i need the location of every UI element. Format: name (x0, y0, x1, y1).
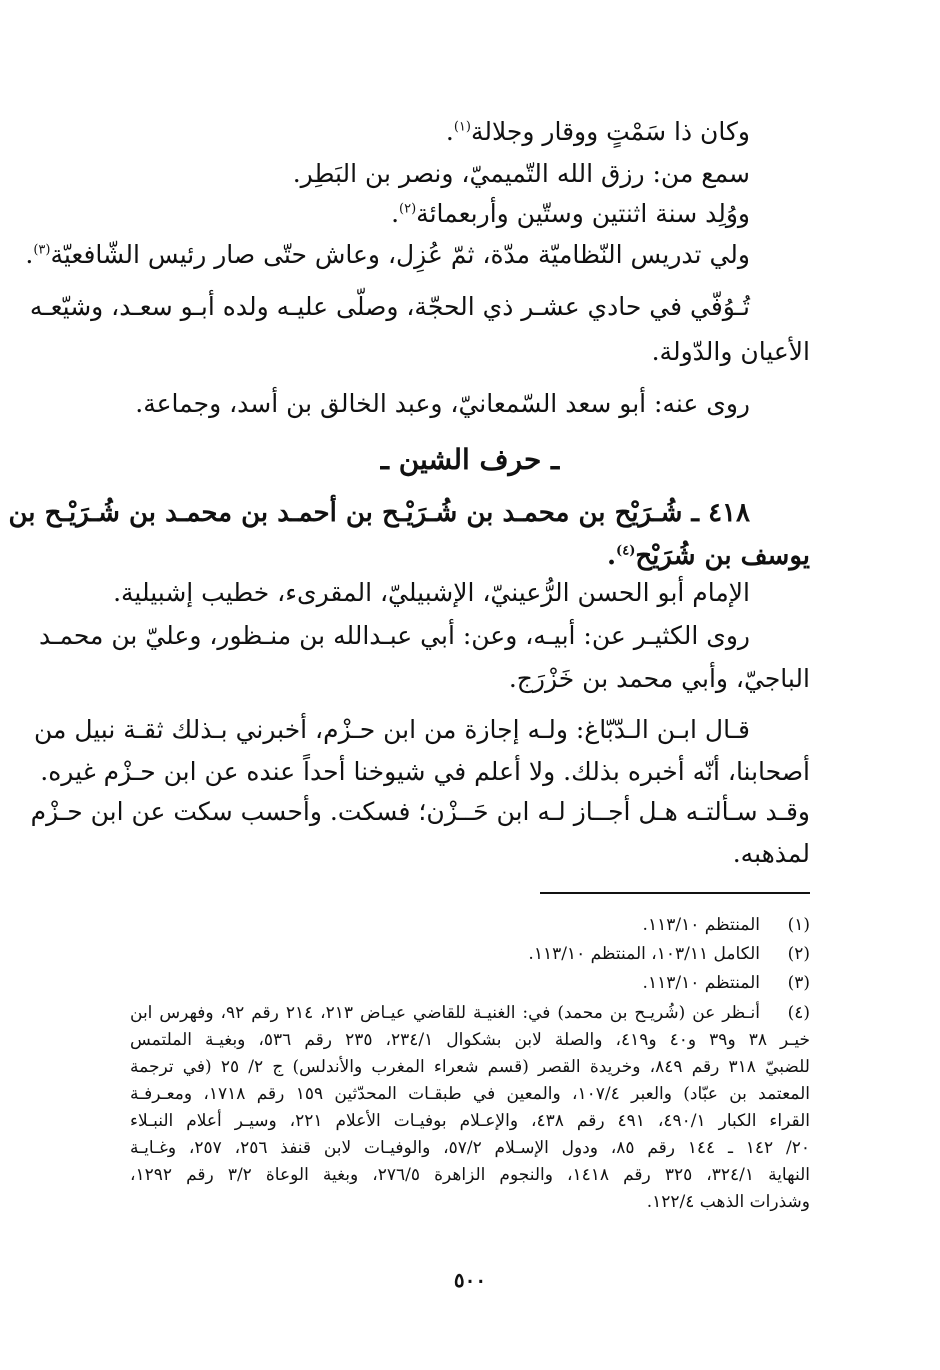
footnote-mark-1[interactable]: (١) (453, 119, 471, 135)
footnote-text-line: النهاية ٣٢٤/١، ٣٢٥ رقم ١٤١٨، والنجوم الزاهرة ٢٧٦/٥، وبغية الوعاة ٣/٢ رقم ١٢٩٢، (130, 1165, 810, 1185)
text-line-2: سمع من: رزق الله التّميميّ، ونصر بن البَطِر. (292, 159, 750, 188)
text-line-16: لمذهبه. (732, 839, 810, 868)
entry-title-line-2: يوسف بن شُرَيْح$^{(٤)}$. (606, 541, 810, 571)
page-number: ٥٠٠ (453, 1268, 487, 1292)
footnote-number: (٢) (787, 944, 810, 964)
footnote-text-line: ٢٠/ ١٤٢ ـ ١٤٤ رقم ٨٥، ودول الإسـلام ٥٧/٢، والوفيـات لابن قنفذ ٢٥٦، ٢٥٧، وغـايـة (130, 1138, 810, 1158)
footnote-number: (٣) (787, 973, 810, 993)
text-line-5: تُـوُفّي في حادي عشـر ذي الحجّة، وصلّى عليـه ولده أبـو سعـد، وشيّعـه (29, 292, 750, 321)
footnote-text: الكامل ١٠٣/١١، المنتظم ١١٣/١٠. (528, 944, 760, 964)
text-line-15: وقـد سـألتـه هـل أجــاز لـه ابن حَــزْن؛ فسكت. وأحسب سكت عن ابن حـزْم (30, 797, 810, 826)
text-line-7: روى عنه: أبو سعد السّمعانيّ، وعبد الخالق بن أسد، وجماعة. (135, 389, 750, 418)
text-line-6: الأعيان والدّولة. (651, 337, 810, 366)
footnote-text-line: القراء الكبار ٤٩٠/١، ٤٩١ رقم ٤٣٨، والإعـلام بوفيـات الأعلام ٢٢١، وسيـر أعلام النبـلاء (130, 1111, 811, 1131)
footnote-4 (130, 1000, 810, 1240)
footnote-mark-4[interactable]: (٤) (616, 543, 636, 559)
text-line-11: روى الكثيـر عن: أبيـه، وعن: أبي عبـدالله بن منـظور، وعليّ بن محمـد (39, 621, 750, 650)
text-line-10: الإمام أبو الحسن الرُّعينيّ، الإشبيليّ، المقرىء، خطيب إشبيلية. (113, 578, 750, 607)
footnote-text-line: المعتمد بن عبّاد) والعبر ١٠٧/٤، والمعين في طبقـات المحدّثين ١٥٩ رقم ١٧١٨، ومعـرفـة (130, 1084, 810, 1104)
footnote-text: المنتظم ١١٣/١٠. (642, 973, 760, 993)
text-line-14: أصحابنا، أنّه أخبره بذلك. ولا أعلم في شيوخنا أحداً عنده عن ابن حـزْم غيره. (40, 757, 810, 786)
footnote-text: المنتظم ١١٣/١٠. (642, 915, 760, 935)
footnote-text-line: وشذرات الذهب ١٢٢/٤. (646, 1192, 810, 1212)
footnote-number: (٤) (787, 1003, 810, 1023)
entry-title-line-1: ٤١٨ ـ شُـرَيْح بن محمـد بن شُـرَيْـح بن أحمـد بن محمـد بن شُـرَيْـح بن (8, 498, 750, 528)
footnote-mark-2[interactable]: (٢) (399, 201, 417, 217)
text-line-1: وكان ذا سَمْتٍ ووقار وجلالة$^{(١)}$. (445, 117, 750, 146)
text-line-12: الباجيّ، وأبي محمد بن خَزْرَج. (508, 664, 810, 693)
text-line-4: ولي تدريس النّظاميّة مدّة، ثمّ عُزِل، وعاش حتّى صار رئيس الشّافعيّة$^{(٣)}$. (25, 240, 750, 269)
footnote-divider (540, 892, 810, 894)
footnote-text-line: أنـظر عن (شُريـح بن محمد) في: الغنيـة للقاضي عيـاض ٢١٣، ٢١٤ رقم ٩٢، وفهرس ابن (130, 1003, 760, 1023)
footnote-text-line: للضبيّ ٣١٨ رقم ٨٤٩، وخريدة القصر (قسم شعراء المغرب والأندلس) ج ٢/ ٢٥ (في ترجمة (130, 1057, 810, 1077)
section-heading: ـ حرف الشين ـ (380, 443, 560, 476)
text-line-13: قـال ابـن الـدّبّاغ: ولـه إجازة من ابن حـزْم، أخبرني بـذلك ثقـة نبيل من (33, 715, 750, 744)
footnote-mark-3[interactable]: (٣) (33, 242, 51, 258)
text-line-3: ووُلِد سنة اثنتين وستّين وأربعمائة$^{(٢)}$. (391, 199, 750, 228)
footnote-text-line: خيـر ٣٨ و٣٩ و٤٠ و٤١٩، والصلة لابن بشكوال ٢٣٤/١، ٢٣٥ رقم ٥٣٦، وبغيـة الملتمس (130, 1030, 810, 1050)
footnote-number: (١) (787, 915, 810, 935)
